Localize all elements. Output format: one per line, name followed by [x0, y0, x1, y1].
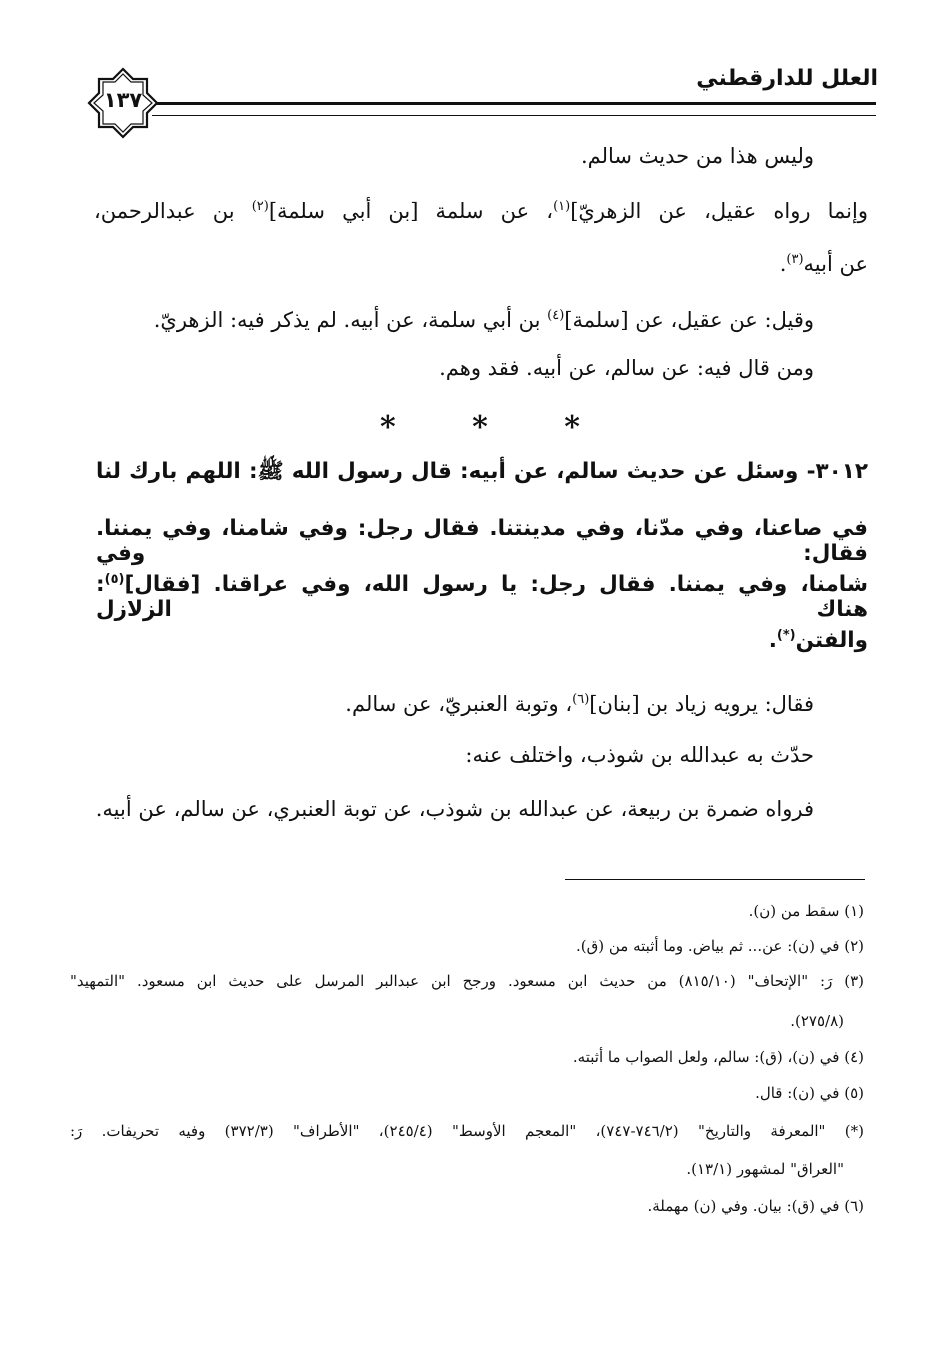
- footnote: (٣) رَ: "الإتحاف" (٨١٥/١٠) من حديث ابن مسعود. ورجح ابن عبدالبر المرسل على حديث ابن مسعود. "التمهيد": [70, 972, 864, 990]
- body-line: وقيل: عن عقيل، عن [سلمة]$^{(٤)}$ بن أبي سلمة، عن أبيه. لم يذكر فيه: الزهريّ.: [153, 308, 814, 332]
- footnote: (*) "المعرفة والتاريخ" (٧٤٦/٢-٧٤٧)، "المعجم الأوسط" (٢٤٥/٤)، "الأطراف" (٣٧٢/٣) وفيه تحريفات. رَ:: [70, 1122, 865, 1140]
- footnote: (٤) في (ن)، (ق): سالم، ولعل الصواب ما أثبته.: [572, 1048, 864, 1066]
- hadith-line: في صاعنا، وفي مدّنا، وفي مدينتنا. فقال رجل: وفي شامنا، وفي يمننا. فقال: وفي: [96, 516, 868, 566]
- footnote: (١) سقط من (ن).: [748, 902, 864, 920]
- body-line: ومن قال فيه: عن سالم، عن أبيه. فقد وهم.: [439, 356, 814, 380]
- footnote: (٥) في (ن): قال.: [755, 1084, 864, 1102]
- footnote-separator: [565, 879, 865, 880]
- body-line: عن أبيه$^{(٣)}$.: [779, 252, 868, 276]
- footnote-continuation: "العراق" لمشهور (١٣/١).: [686, 1160, 844, 1178]
- answer-line: فقال: يرويه زياد بن [بنان]$^{(٦)}$، وتوبة العنبريّ، عن سالم.: [345, 692, 814, 716]
- body-line: وإنما رواه عقيل، عن الزهريّ]$^{(١)}$، عن سلمة [بن أبي سلمة]$^{(٢)}$ بن عبدالرحمن،: [94, 199, 868, 223]
- footnote: (٦) في (ق): بيان. وفي (ن) مهملة.: [647, 1197, 864, 1215]
- page-number: ١٣٧: [103, 88, 143, 112]
- answer-line: فرواه ضمرة بن ربيعة، عن عبدالله بن شوذب، عن توبة العنبري، عن سالم، عن أبيه.: [95, 797, 814, 821]
- answer-line: حدّث به عبدالله بن شوذب، واختلف عنه:: [465, 743, 814, 767]
- hadith-line: شامنا، وفي يمننا. فقال رجل: يا رسول الله، وفي عراقنا. [فقال]$^{(٥)}$: هناك الزلازل: [96, 571, 868, 622]
- footnote-continuation: (٢٧٥/٨).: [790, 1012, 844, 1030]
- footnote: (٢) في (ن): عن... ثم بياض. وما أثبته من (ق).: [576, 937, 864, 955]
- hadith-line: ٣٠١٢- وسئل عن حديث سالم، عن أبيه: قال رسول الله ﷺ: اللهم بارك لنا: [96, 459, 868, 484]
- hadith-line: والفتن(*).: [768, 627, 868, 653]
- page-number-badge: [86, 66, 160, 140]
- header-rule: [152, 102, 876, 116]
- body-line: وليس هذا من حديث سالم.: [580, 144, 814, 168]
- book-title: العلل للدارقطني: [696, 66, 878, 91]
- section-separator: * * *: [380, 410, 580, 445]
